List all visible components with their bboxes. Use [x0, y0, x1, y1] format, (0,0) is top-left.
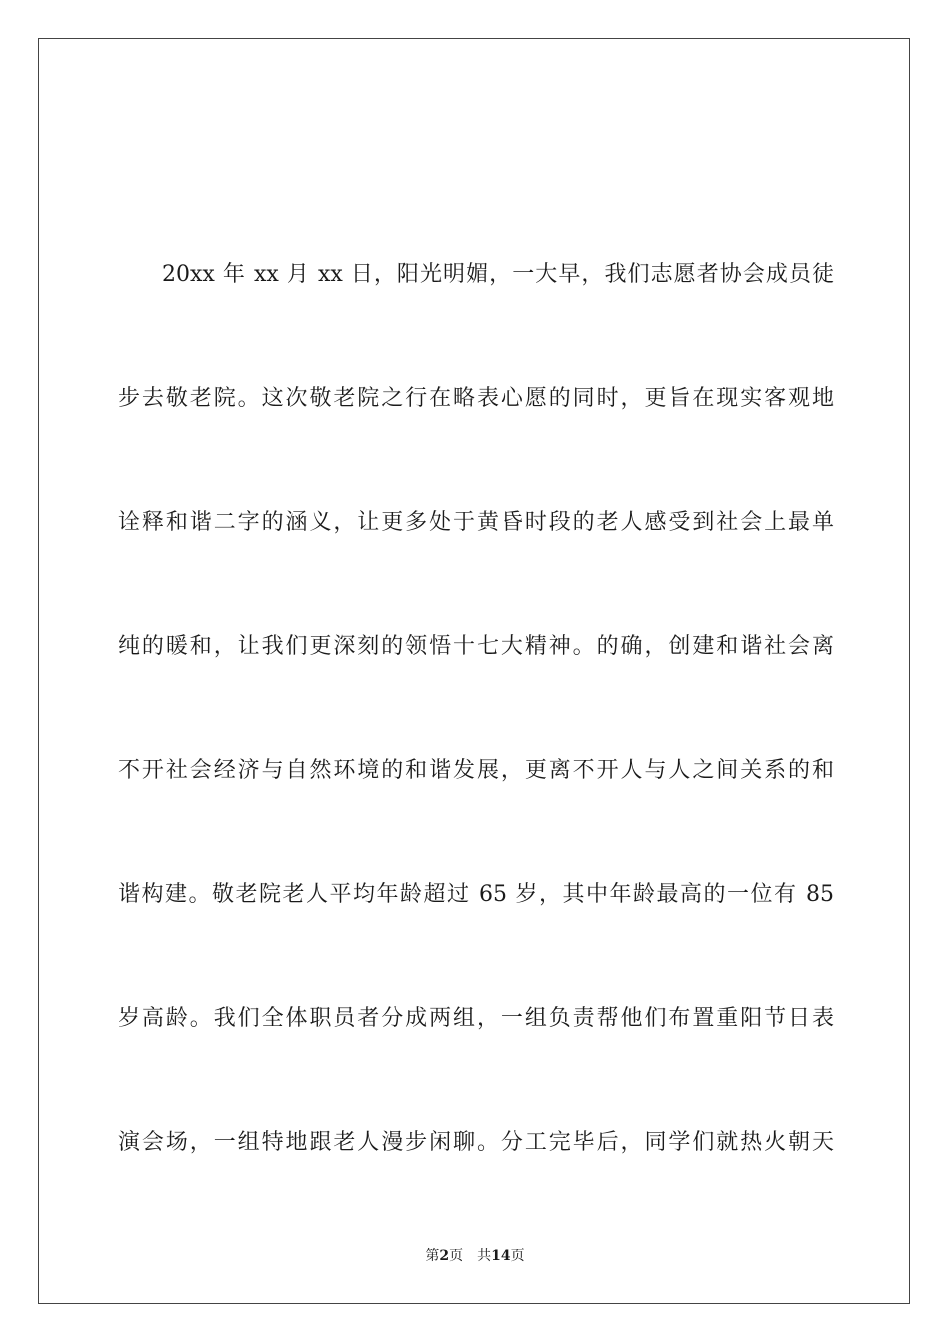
total-suffix: 页 [510, 1248, 525, 1264]
body-line-1: 20xx 年 xx 月 xx 日，阳光明媚，一大早，我们志愿者协会成员徒 [162, 262, 834, 287]
body-line-8: 演会场，一组特地跟老人漫步闲聊。分工完毕后，同学们就热火朝天 [118, 1130, 834, 1155]
body-line-6: 谐构建。敬老院老人平均年龄超过 65 岁，其中年龄最高的一位有 85 [118, 882, 834, 907]
page-border [38, 38, 910, 1304]
total-prefix: 共 [477, 1248, 492, 1264]
body-line-3: 诠释和谐二字的涵义，让更多处于黄昏时段的老人感受到社会上最单 [118, 510, 834, 535]
body-line-2: 步去敬老院。这次敬老院之行在略表心愿的同时，更旨在现实客观地 [118, 386, 834, 411]
body-line-7: 岁高龄。我们全体职员者分成两组，一组负责帮他们布置重阳节日表 [118, 1006, 834, 1031]
body-line-5: 不开社会经济与自然环境的和谐发展，更离不开人与人之间关系的和 [118, 758, 834, 783]
page-number-footer [0, 1246, 950, 1266]
page-suffix: 页 [449, 1248, 464, 1264]
page-prefix: 第 [425, 1248, 440, 1264]
current-page-number: 2 [439, 1248, 450, 1264]
body-line-4: 纯的暖和，让我们更深刻的领悟十七大精神。的确，创建和谐社会离 [118, 634, 834, 659]
total-page-count: 14 [491, 1248, 511, 1264]
